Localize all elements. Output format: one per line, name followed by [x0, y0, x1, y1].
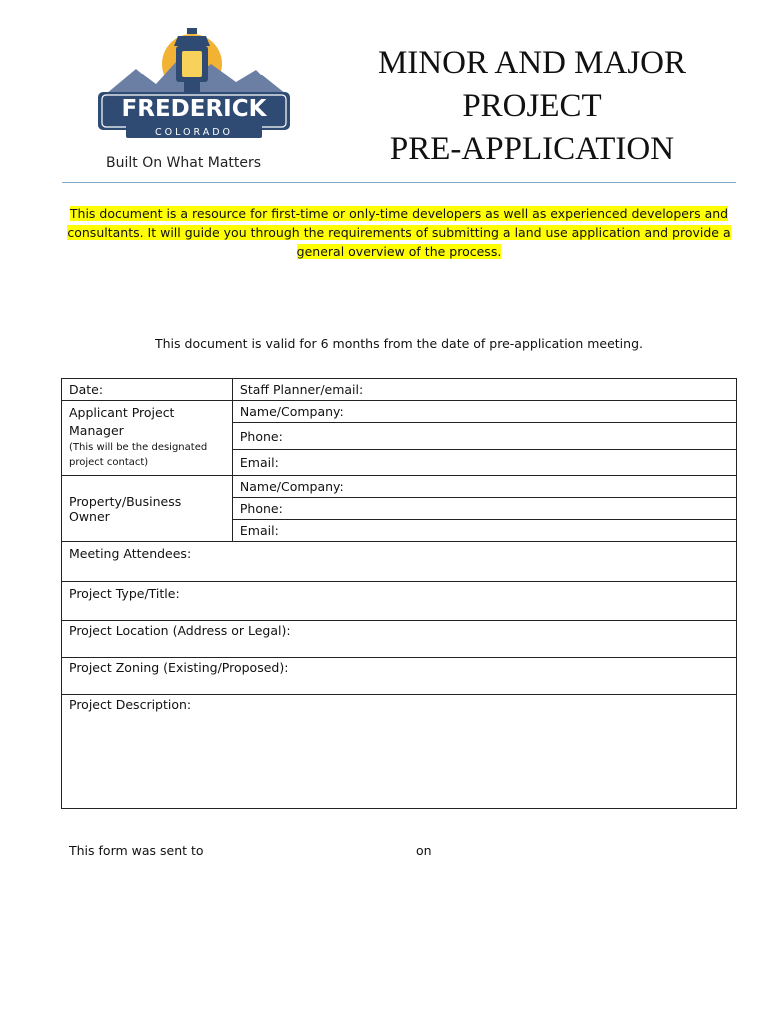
- intro-highlighted-text: This document is a resource for first-time or only-time developers as well as experienced developers and consultants. It will guide you through the requirements of submitting a land use application and provide a general overview of the process.: [67, 206, 731, 259]
- validity-note: This document is valid for 6 months from the date of pre-application meeting.: [155, 336, 643, 351]
- applicant-name-field[interactable]: [232, 401, 736, 423]
- project-description-field[interactable]: [62, 695, 737, 809]
- frederick-logo: [96, 24, 292, 184]
- date-label: Date:: [69, 382, 104, 397]
- staff-planner-field[interactable]: [232, 379, 736, 401]
- applicant-note: (This will be the designated project contact): [69, 442, 208, 468]
- owner-name-label: Name/Company:: [239, 479, 344, 494]
- title-line-1: MINOR AND MAJOR: [377, 45, 687, 81]
- owner-label: Property/Business Owner: [69, 493, 182, 524]
- svg-text:COLORADO: COLORADO: [154, 127, 234, 138]
- sent-to-label: This form was sent to: [69, 843, 204, 858]
- intro-paragraph: [62, 204, 736, 261]
- owner-email-label: Email:: [239, 523, 279, 538]
- sent-on-label: on: [416, 843, 432, 858]
- project-location-field[interactable]: [62, 621, 737, 658]
- owner-email-field[interactable]: [232, 520, 736, 542]
- applicant-email-field[interactable]: [232, 450, 736, 476]
- applicant-phone-label: Phone:: [239, 429, 283, 444]
- meeting-attendees-label: Meeting Attendees:: [69, 546, 192, 561]
- applicant-label: Applicant Project Manager: [69, 405, 175, 438]
- project-zoning-label: Project Zoning (Existing/Proposed):: [69, 660, 289, 675]
- project-description-label: Project Description:: [69, 697, 192, 712]
- date-field[interactable]: [62, 379, 233, 401]
- logo-tagline: Built On What Matters: [106, 155, 262, 171]
- meeting-attendees-field[interactable]: [62, 542, 737, 582]
- header-divider: [62, 182, 736, 183]
- staff-planner-label: Staff Planner/email:: [239, 382, 364, 397]
- project-location-label: Project Location (Address or Legal):: [69, 623, 291, 638]
- project-type-field[interactable]: [62, 582, 737, 621]
- applicant-phone-field[interactable]: [232, 423, 736, 450]
- title-line-2: PROJECT: [462, 88, 602, 124]
- page-title: [362, 42, 702, 171]
- owner-name-field[interactable]: [232, 476, 736, 498]
- svg-text:FREDERICK: FREDERICK: [121, 96, 267, 122]
- pre-application-form: [61, 378, 737, 809]
- owner-phone-field[interactable]: [232, 498, 736, 520]
- owner-cell: [62, 476, 233, 542]
- applicant-name-label: Name/Company:: [239, 404, 344, 419]
- applicant-cell: [62, 401, 233, 476]
- project-zoning-field[interactable]: [62, 658, 737, 695]
- owner-phone-label: Phone:: [239, 501, 283, 516]
- title-line-3: PRE-APPLICATION: [389, 131, 675, 167]
- lamp-post-mountain-icon: [96, 24, 292, 154]
- project-type-label: Project Type/Title:: [69, 586, 180, 601]
- applicant-email-label: Email:: [239, 455, 279, 470]
